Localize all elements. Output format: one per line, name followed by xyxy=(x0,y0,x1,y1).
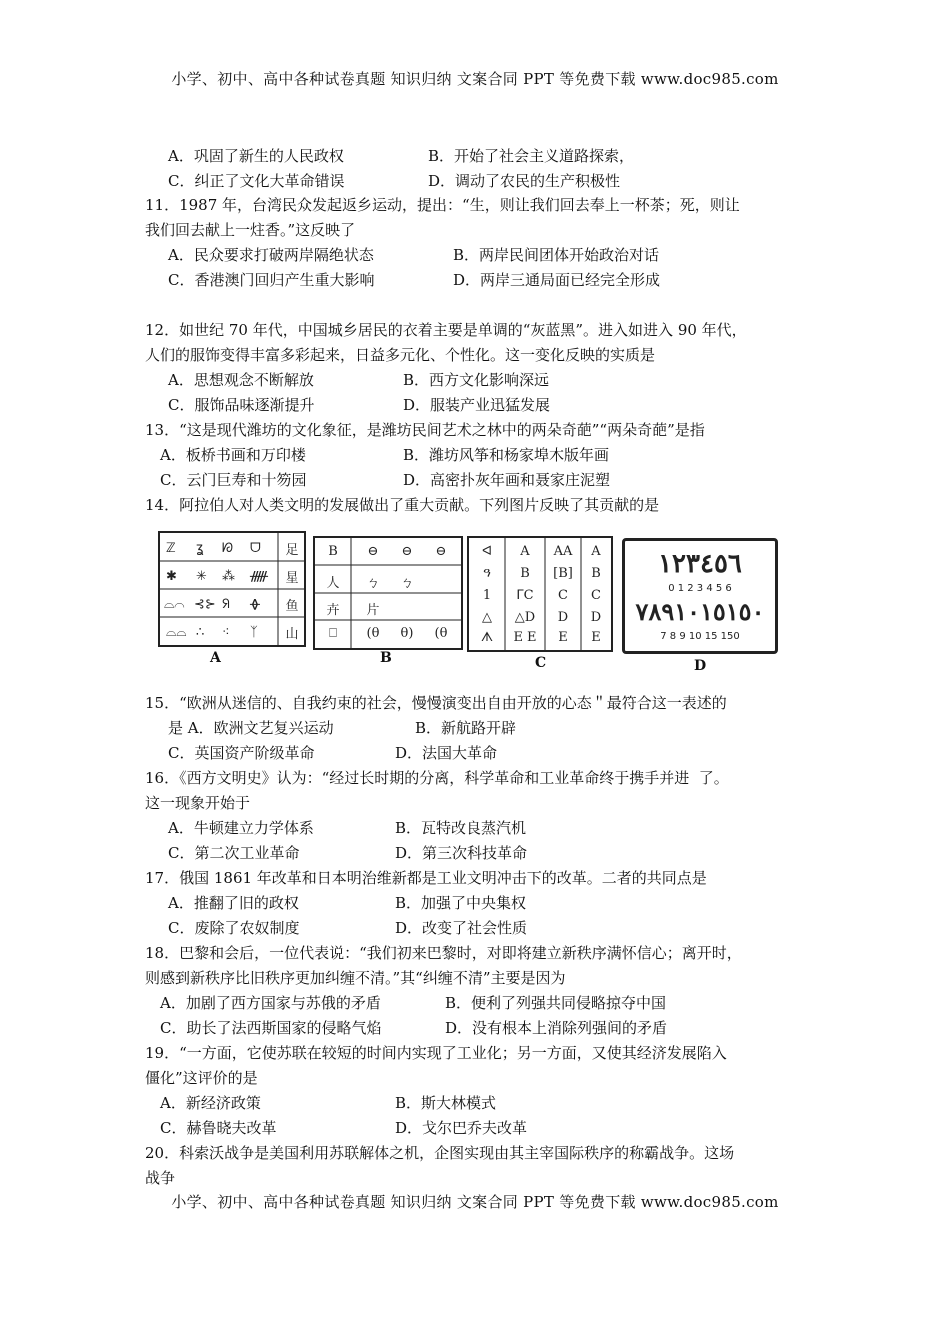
q11-stem-line1: 11．1987 年，台湾民众发起返乡运动，提出：“生，则让我们回去奉上一杯茶；死，则让 xyxy=(145,196,740,214)
q15-option-c: C．英国资产阶级革命 xyxy=(168,744,315,762)
q20-stem-line2: 战争 xyxy=(145,1169,176,1187)
q19-stem-line2: 僵化”这评价的是 xyxy=(145,1069,258,1087)
q14-image-a-panel xyxy=(158,531,306,647)
q17-option-b: B．加强了中央集权 xyxy=(395,894,527,912)
page-footer: 小学、初中、高中各种试卷真题 知识归纳 文案合同 PPT 等免费下载 www.doc985.com xyxy=(171,1193,779,1211)
q14-c-glyph: C xyxy=(558,588,568,603)
q19-option-a: A．新经济政策 xyxy=(160,1094,261,1112)
q16-option-c: C．第二次工业革命 xyxy=(168,844,300,862)
q18-option-b: B．便利了列强共同侵略掠夺中国 xyxy=(445,994,667,1012)
q14-b-glyph: ⊖ xyxy=(435,544,447,559)
svg-text:✱: ✱ xyxy=(166,569,177,584)
q14-a-char-3: 鱼 xyxy=(285,599,299,614)
q17-option-d: D．改变了社会性质 xyxy=(395,919,528,937)
q14-b-glyph: (θ xyxy=(434,626,448,641)
q14-c-glyph: [B] xyxy=(553,566,573,581)
q12-option-b: B．西方文化影响深远 xyxy=(403,371,550,389)
q14-b-glyph: θ) xyxy=(400,626,414,641)
q14-b-glyph: ⊖ xyxy=(367,544,379,559)
q16-stem-line1: 16．《西方文明史》认为：“经过长时期的分离，科学革命和工业革命终于携手并进 了。 xyxy=(145,769,729,787)
q18-option-a: A．加剧了西方国家与苏俄的矛盾 xyxy=(160,994,381,1012)
q14-c-glyph: B xyxy=(591,566,601,581)
svg-text:⌓⌒: ⌓⌒ xyxy=(164,597,185,612)
q14-c-glyph: △D xyxy=(514,610,536,625)
q14-label-b: B xyxy=(380,650,392,666)
q14-a-char-4: 山 xyxy=(285,627,299,642)
q14-image-b-panel xyxy=(313,536,463,650)
q11-option-a: A．民众要求打破两岸隔绝状态 xyxy=(168,246,374,264)
svg-text:∴: ∴ xyxy=(196,625,205,640)
svg-text:ᖆ: ᖆ xyxy=(222,597,230,612)
q11-option-b: B．两岸民间团体开始政治对话 xyxy=(453,246,660,264)
q15-stem-line1: 15．“欧洲从迷信的、自我约束的社会，慢慢演变出自由开放的心态＂最符合这一表述的 xyxy=(145,694,727,712)
q13-option-c: C．云门巨寿和十笏园 xyxy=(160,471,307,489)
q14-b-glyph: 卉 xyxy=(326,603,340,618)
q15-option-d: D．法国大革命 xyxy=(395,744,498,762)
q17-option-c: C．废除了农奴制度 xyxy=(168,919,300,937)
q17-stem-line1: 17．俄国 1861 年改革和日本明治维新都是工业文明冲击下的改革。二者的共同点是 xyxy=(145,869,707,887)
q14-label-a: A xyxy=(210,650,221,666)
q14-c-glyph: AA xyxy=(553,544,573,559)
svg-text:ᗜ: ᗜ xyxy=(250,541,261,556)
q12-option-c: C．服饰品味逐渐提升 xyxy=(168,396,315,414)
q10-option-d: D．调动了农民的生产积极性 xyxy=(428,172,621,190)
q12-option-a: A．思想观念不断解放 xyxy=(168,371,314,389)
q12-stem-line2: 人们的服饰变得丰富多彩起来，日益多元化、个性化。这一变化反映的实质是 xyxy=(145,346,656,364)
q12-option-d: D．服装产业迅猛发展 xyxy=(403,396,551,414)
svg-text:ᚏ: ᚏ xyxy=(250,569,268,584)
q14-a-char-2: 星 xyxy=(285,571,299,586)
q10-option-b: B．开始了社会主义道路探索， xyxy=(428,147,635,165)
q14-b-glyph: B xyxy=(328,544,338,559)
q20-stem-line1: 20．科索沃战争是美国利用苏联解体之机，企图实现由其主宰国际秩序的称霸战争。这场 xyxy=(145,1144,735,1162)
q18-option-d: D．没有根本上消除列强间的矛盾 xyxy=(445,1019,668,1037)
q14-c-glyph: D xyxy=(557,610,569,625)
q14-b-glyph: 片 xyxy=(366,603,380,618)
q16-stem-line2: 这一现象开始于 xyxy=(145,794,251,812)
q16-option-b: B．瓦特改良蒸汽机 xyxy=(395,819,527,837)
q14-b-glyph: ㄅ xyxy=(366,576,380,591)
q14-d-nums-bottom: 7 8 9 10 15 150 xyxy=(660,631,740,642)
q11-option-c: C．香港澳门回归产生重大影响 xyxy=(168,271,375,289)
q18-stem-line2: 则感到新秩序比旧秩序更加纠缠不清。”其“纠缠不清”主要是因为 xyxy=(145,969,566,987)
svg-text:⊰⊱: ⊰⊱ xyxy=(194,597,216,612)
svg-text:ℤ: ℤ xyxy=(166,541,176,556)
q11-option-d: D．两岸三通局面已经完全形成 xyxy=(453,271,661,289)
q13-option-d: D．高密扑灰年画和聂家庄泥塑 xyxy=(403,471,611,489)
q14-c-glyph: ዓ xyxy=(483,566,491,581)
q14-c-glyph: B xyxy=(520,566,530,581)
q14-b-glyph: (θ xyxy=(366,626,380,641)
q18-option-c: C．助长了法西斯国家的侵略气焰 xyxy=(160,1019,382,1037)
q14-d-arabic-top: ١٢٣٤٥٦ xyxy=(658,549,742,579)
q19-stem-line1: 19．“一方面，它使苏联在较短的时间内实现了工业化；另一方面，又使其经济发展陷入 xyxy=(145,1044,727,1062)
svg-text:⌓⌓: ⌓⌓ xyxy=(166,625,187,640)
q16-option-d: D．第三次科技革命 xyxy=(395,844,528,862)
q14-c-glyph: ᒥC xyxy=(516,588,534,603)
svg-text:⁂: ⁂ xyxy=(222,569,235,584)
q14-b-glyph: ⊖ xyxy=(401,544,413,559)
q14-b-glyph: ㄅ xyxy=(400,576,414,591)
q19-option-d: D．戈尔巴乔夫改革 xyxy=(395,1119,528,1137)
q14-image-d-panel xyxy=(622,538,778,654)
q18-stem-line1: 18．巴黎和会后，一位代表说：“我们初来巴黎时，对即将建立新秩序满怀信心；离开时， xyxy=(145,944,742,962)
q14-c-glyph: E xyxy=(591,630,601,645)
q14-label-d: D xyxy=(694,658,707,674)
svg-text:ᚖ: ᚖ xyxy=(250,597,260,612)
q14-b-glyph: ⎕ xyxy=(329,626,337,641)
q14-label-c: C xyxy=(535,655,547,671)
q14-c-glyph: E xyxy=(558,630,568,645)
q14-stem-line1: 14．阿拉伯人对人类文明的发展做出了重大贡献。下列图片反映了其贡献的是 xyxy=(145,496,660,514)
q10-option-c: C．纠正了文化大革命错误 xyxy=(168,172,345,190)
q14-c-glyph: 1 xyxy=(482,588,492,603)
q16-option-a: A．牛顿建立力学体系 xyxy=(168,819,314,837)
q14-c-glyph: D xyxy=(590,610,602,625)
q13-option-b: B．潍坊风筝和杨家埠木版年画 xyxy=(403,446,610,464)
svg-text:⁖: ⁖ xyxy=(222,625,230,640)
svg-text:ᛉ: ᛉ xyxy=(250,625,258,640)
q14-c-glyph: △ xyxy=(482,610,492,625)
q14-c-glyph: ᗑ xyxy=(480,630,494,645)
q15-stem-line2: 是 A．欧洲文艺复兴运动 xyxy=(168,719,334,737)
q14-c-glyph: E E xyxy=(513,630,537,645)
q15-option-b: B．新航路开辟 xyxy=(415,719,517,737)
q12-stem-line1: 12．如世纪 70 年代，中国城乡居民的衣着主要是单调的“灰蓝黑”。进入如进入 90 年代， xyxy=(145,321,747,339)
q17-option-a: A．推翻了旧的政权 xyxy=(168,894,299,912)
q14-c-glyph: A xyxy=(520,544,530,559)
q10-option-a: A．巩固了新生的人民政权 xyxy=(168,147,344,165)
q19-option-c: C．赫鲁晓夫改革 xyxy=(160,1119,277,1137)
q14-d-nums-top: 0 1 2 3 4 5 6 xyxy=(668,583,732,594)
svg-text:✳: ✳ xyxy=(196,569,207,584)
q14-d-arabic-bottom: ٧٨٩١٠١٥١٥٠ xyxy=(635,597,765,626)
q14-image-c-panel xyxy=(467,536,613,652)
svg-text:ʓ: ʓ xyxy=(196,541,204,556)
q14-c-glyph: A xyxy=(591,544,601,559)
q14-a-char-1: 足 xyxy=(285,543,299,558)
q13-option-a: A．板桥书画和万印楼 xyxy=(160,446,306,464)
q19-option-b: B．斯大林模式 xyxy=(395,1094,497,1112)
q11-stem-line2: 我们回去献上一炷香。”这反映了 xyxy=(145,221,356,239)
q14-c-glyph: ᐊ xyxy=(482,544,492,559)
q14-b-glyph: 人 xyxy=(326,576,340,591)
svg-text:ᘗ: ᘗ xyxy=(222,541,234,556)
q14-c-glyph: C xyxy=(591,588,601,603)
page-header: 小学、初中、高中各种试卷真题 知识归纳 文案合同 PPT 等免费下载 www.doc985.com xyxy=(171,70,779,88)
q13-stem-line1: 13．“这是现代潍坊的文化象征，是潍坊民间艺术之林中的两朵奇葩”“两朵奇葩”是指 xyxy=(145,421,705,439)
